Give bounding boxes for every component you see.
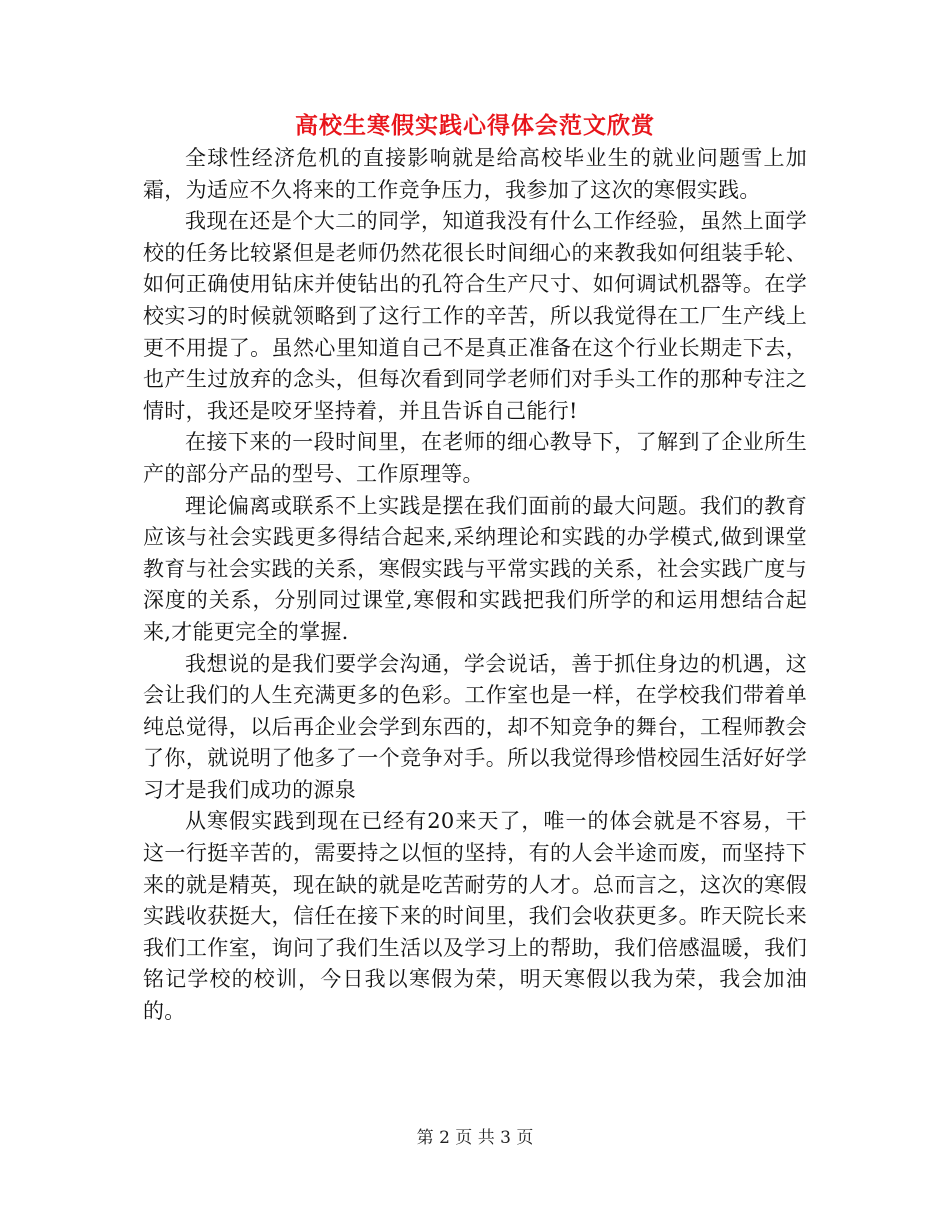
document-body: [143, 143, 807, 1028]
page-number-footer: 第 2 页 共 3 页: [416, 1128, 534, 1148]
paragraph-1: 全球性经济危机的直接影响就是给高校毕业生的就业问题雪上加霜，为适应不久将来的工作竞争压力，我参加了这次的寒假实践。: [143, 146, 807, 202]
paragraph-6: 从寒假实践到现在已经有20来天了，唯一的体会就是不容易，干这一行挺辛苦的，需要持之以恒的坚持，有的人会半途而废，而坚持下来的就是精英，现在缺的就是吃苦耐劳的人才。总而言之，这次的寒假实践收获挺大，信任在接下来的时间里，我们会收获更多。昨天院长来我们工作室，询问了我们生活以及学习上的帮助，我们倍感温暖，我们铭记学校的校训，今日我以寒假为荣，明天寒假以我为荣，我会加油的。: [143, 809, 807, 1024]
paragraph-3: 在接下来的一段时间里，在老师的细心教导下，了解到了企业所生产的部分产品的型号、工作原理等。: [143, 430, 807, 486]
paragraph-5: 我想说的是我们要学会沟通，学会说话，善于抓住身边的机遇，这会让我们的人生充满更多的色彩。工作室也是一样，在学校我们带着单纯总觉得，以后再企业会学到东西的，却不知竞争的舞台，工程师教会了你，就说明了他多了一个竞争对手。所以我觉得珍惜校园生活好好学习才是我们成功的源泉: [143, 651, 807, 802]
paragraph-4: 理论偏离或联系不上实践是摆在我们面前的最大问题。我们的教育应该与社会实践更多得结合起来,采纳理论和实践的办学模式,做到课堂教育与社会实践的关系，寒假实践与平常实践的关系，社会实践广度与深度的关系，分别同过课堂,寒假和实践把我们所学的和运用想结合起来,才能更完全的掌握.: [143, 493, 807, 644]
paragraph-2: 我现在还是个大二的同学，知道我没有什么工作经验，虽然上面学校的任务比较紧但是老师仍然花很长时间细心的来教我如何组装手轮、如何正确使用钻床并使钻出的孔符合生产尺寸、如何调试机器等。在学校实习的时候就领略到了这行工作的辛苦，所以我觉得在工厂生产线上更不用提了。虽然心里知道自己不是真正准备在这个行业长期走下去，也产生过放弃的念头，但每次看到同学老师们对手头工作的那种专注之情时，我还是咬牙坚持着，并且告诉自己能行!: [143, 209, 807, 423]
document-title: 高校生寒假实践心得体会范文欣赏: [295, 112, 655, 139]
